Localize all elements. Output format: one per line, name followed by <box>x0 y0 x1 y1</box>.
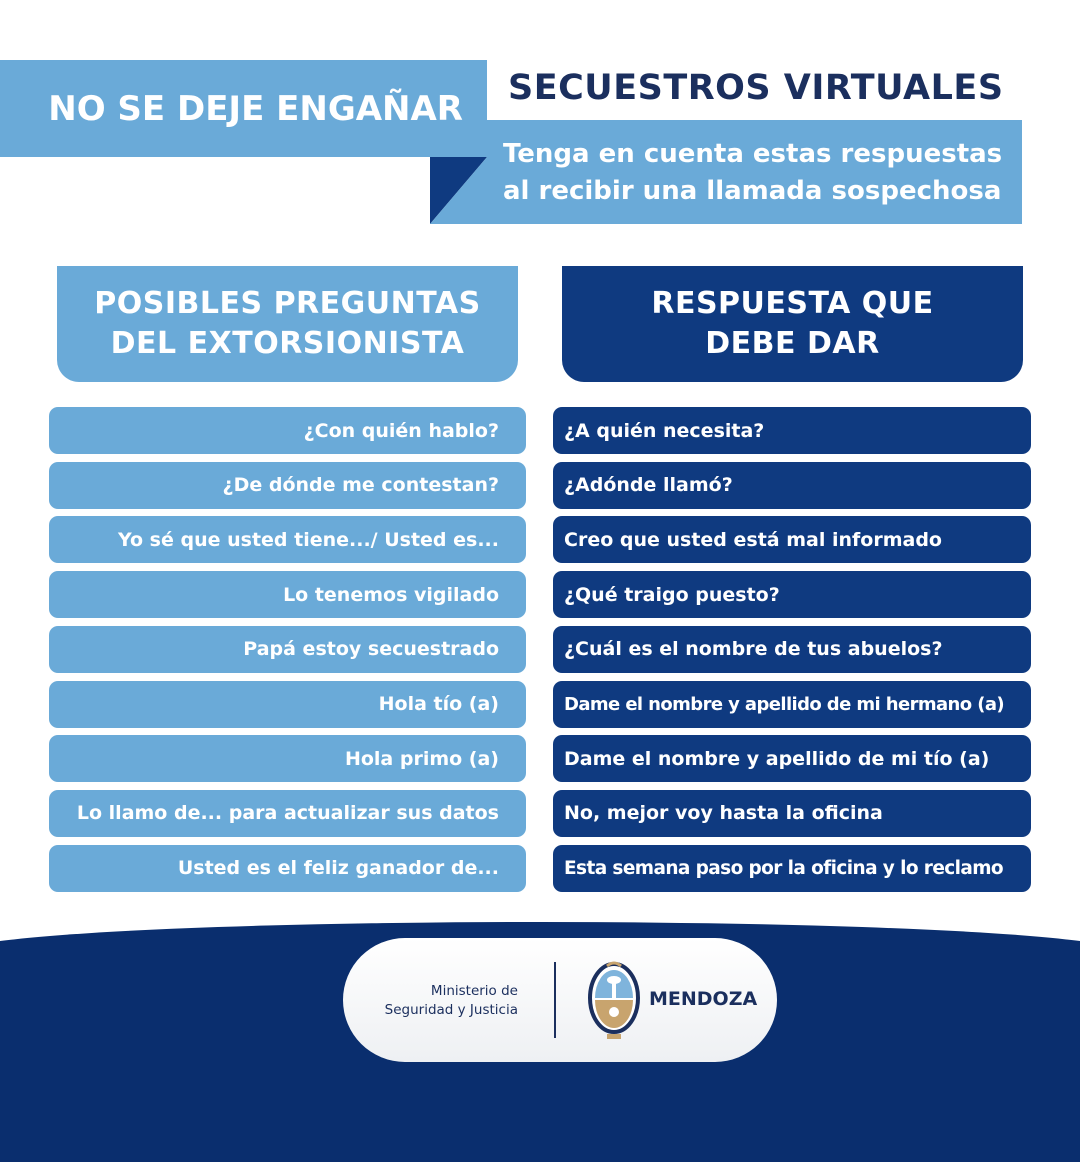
province-label: MENDOZA <box>649 988 758 1010</box>
answer-text: Creo que usted está mal informado <box>564 528 942 551</box>
subtitle-banner <box>487 120 1022 224</box>
question-row <box>49 571 526 618</box>
answer-row <box>553 407 1031 454</box>
ministry-line: Seguridad y Justicia <box>384 1002 518 1018</box>
header-line: DEL EXTORSIONISTA <box>110 326 465 361</box>
question-row <box>49 626 526 673</box>
answer-row <box>553 516 1031 563</box>
mendoza-seal-icon <box>587 960 641 1042</box>
question-row <box>49 845 526 892</box>
answer-row <box>553 845 1031 892</box>
answer-row <box>553 790 1031 837</box>
answer-text: ¿A quién necesita? <box>564 419 765 442</box>
answer-row <box>553 626 1031 673</box>
answer-text: ¿Adónde llamó? <box>564 474 733 497</box>
column-header-answers <box>562 266 1023 382</box>
banner-text: NO SE DEJE ENGAÑAR <box>48 88 463 129</box>
divider <box>554 962 556 1038</box>
answer-text: No, mejor voy hasta la oficina <box>564 802 883 825</box>
answer-text: Dame el nombre y apellido de mi hermano (a) <box>564 693 1005 715</box>
question-text: Hola tío (a) <box>378 693 499 715</box>
header-line: DEBE DAR <box>705 326 880 361</box>
header-line: POSIBLES PREGUNTAS <box>94 286 481 321</box>
question-row <box>49 735 526 782</box>
question-row <box>49 462 526 509</box>
answer-row <box>553 735 1031 782</box>
page-title: SECUESTROS VIRTUALES <box>508 68 1004 108</box>
ribbon-fold <box>430 157 487 224</box>
answer-row <box>553 462 1031 509</box>
question-text: ¿Con quién hablo? <box>303 419 499 442</box>
question-text: Hola primo (a) <box>344 747 499 770</box>
answer-row <box>553 571 1031 618</box>
question-text: Yo sé que usted tiene.../ Usted es... <box>117 528 499 551</box>
question-row <box>49 407 526 454</box>
subtitle-line: al recibir una llamada sospechosa <box>503 176 1002 206</box>
question-text: Papá estoy secuestrado <box>243 638 499 661</box>
question-text: Usted es el feliz ganador de... <box>177 857 499 880</box>
banner-no-se-deje-enganar <box>0 60 487 157</box>
question-row <box>49 516 526 563</box>
ministry-line: Ministerio de <box>430 983 518 999</box>
question-row <box>49 681 526 728</box>
header-line: RESPUESTA QUE <box>651 286 934 321</box>
answer-text: Esta semana paso por la oficina y lo reclamo <box>564 857 1004 879</box>
question-text: Lo llamo de... para actualizar sus datos <box>76 802 499 825</box>
ministry-name <box>360 982 518 1020</box>
question-row <box>49 790 526 837</box>
answer-row <box>553 681 1031 728</box>
subtitle-line: Tenga en cuenta estas respuestas <box>503 139 1003 169</box>
question-text: Lo tenemos vigilado <box>283 583 499 606</box>
question-text: ¿De dónde me contestan? <box>222 474 499 497</box>
answer-text: ¿Qué traigo puesto? <box>564 583 780 606</box>
column-header-questions <box>57 266 518 382</box>
answer-text: Dame el nombre y apellido de mi tío (a) <box>564 747 990 770</box>
answer-text: ¿Cuál es el nombre de tus abuelos? <box>564 638 943 661</box>
